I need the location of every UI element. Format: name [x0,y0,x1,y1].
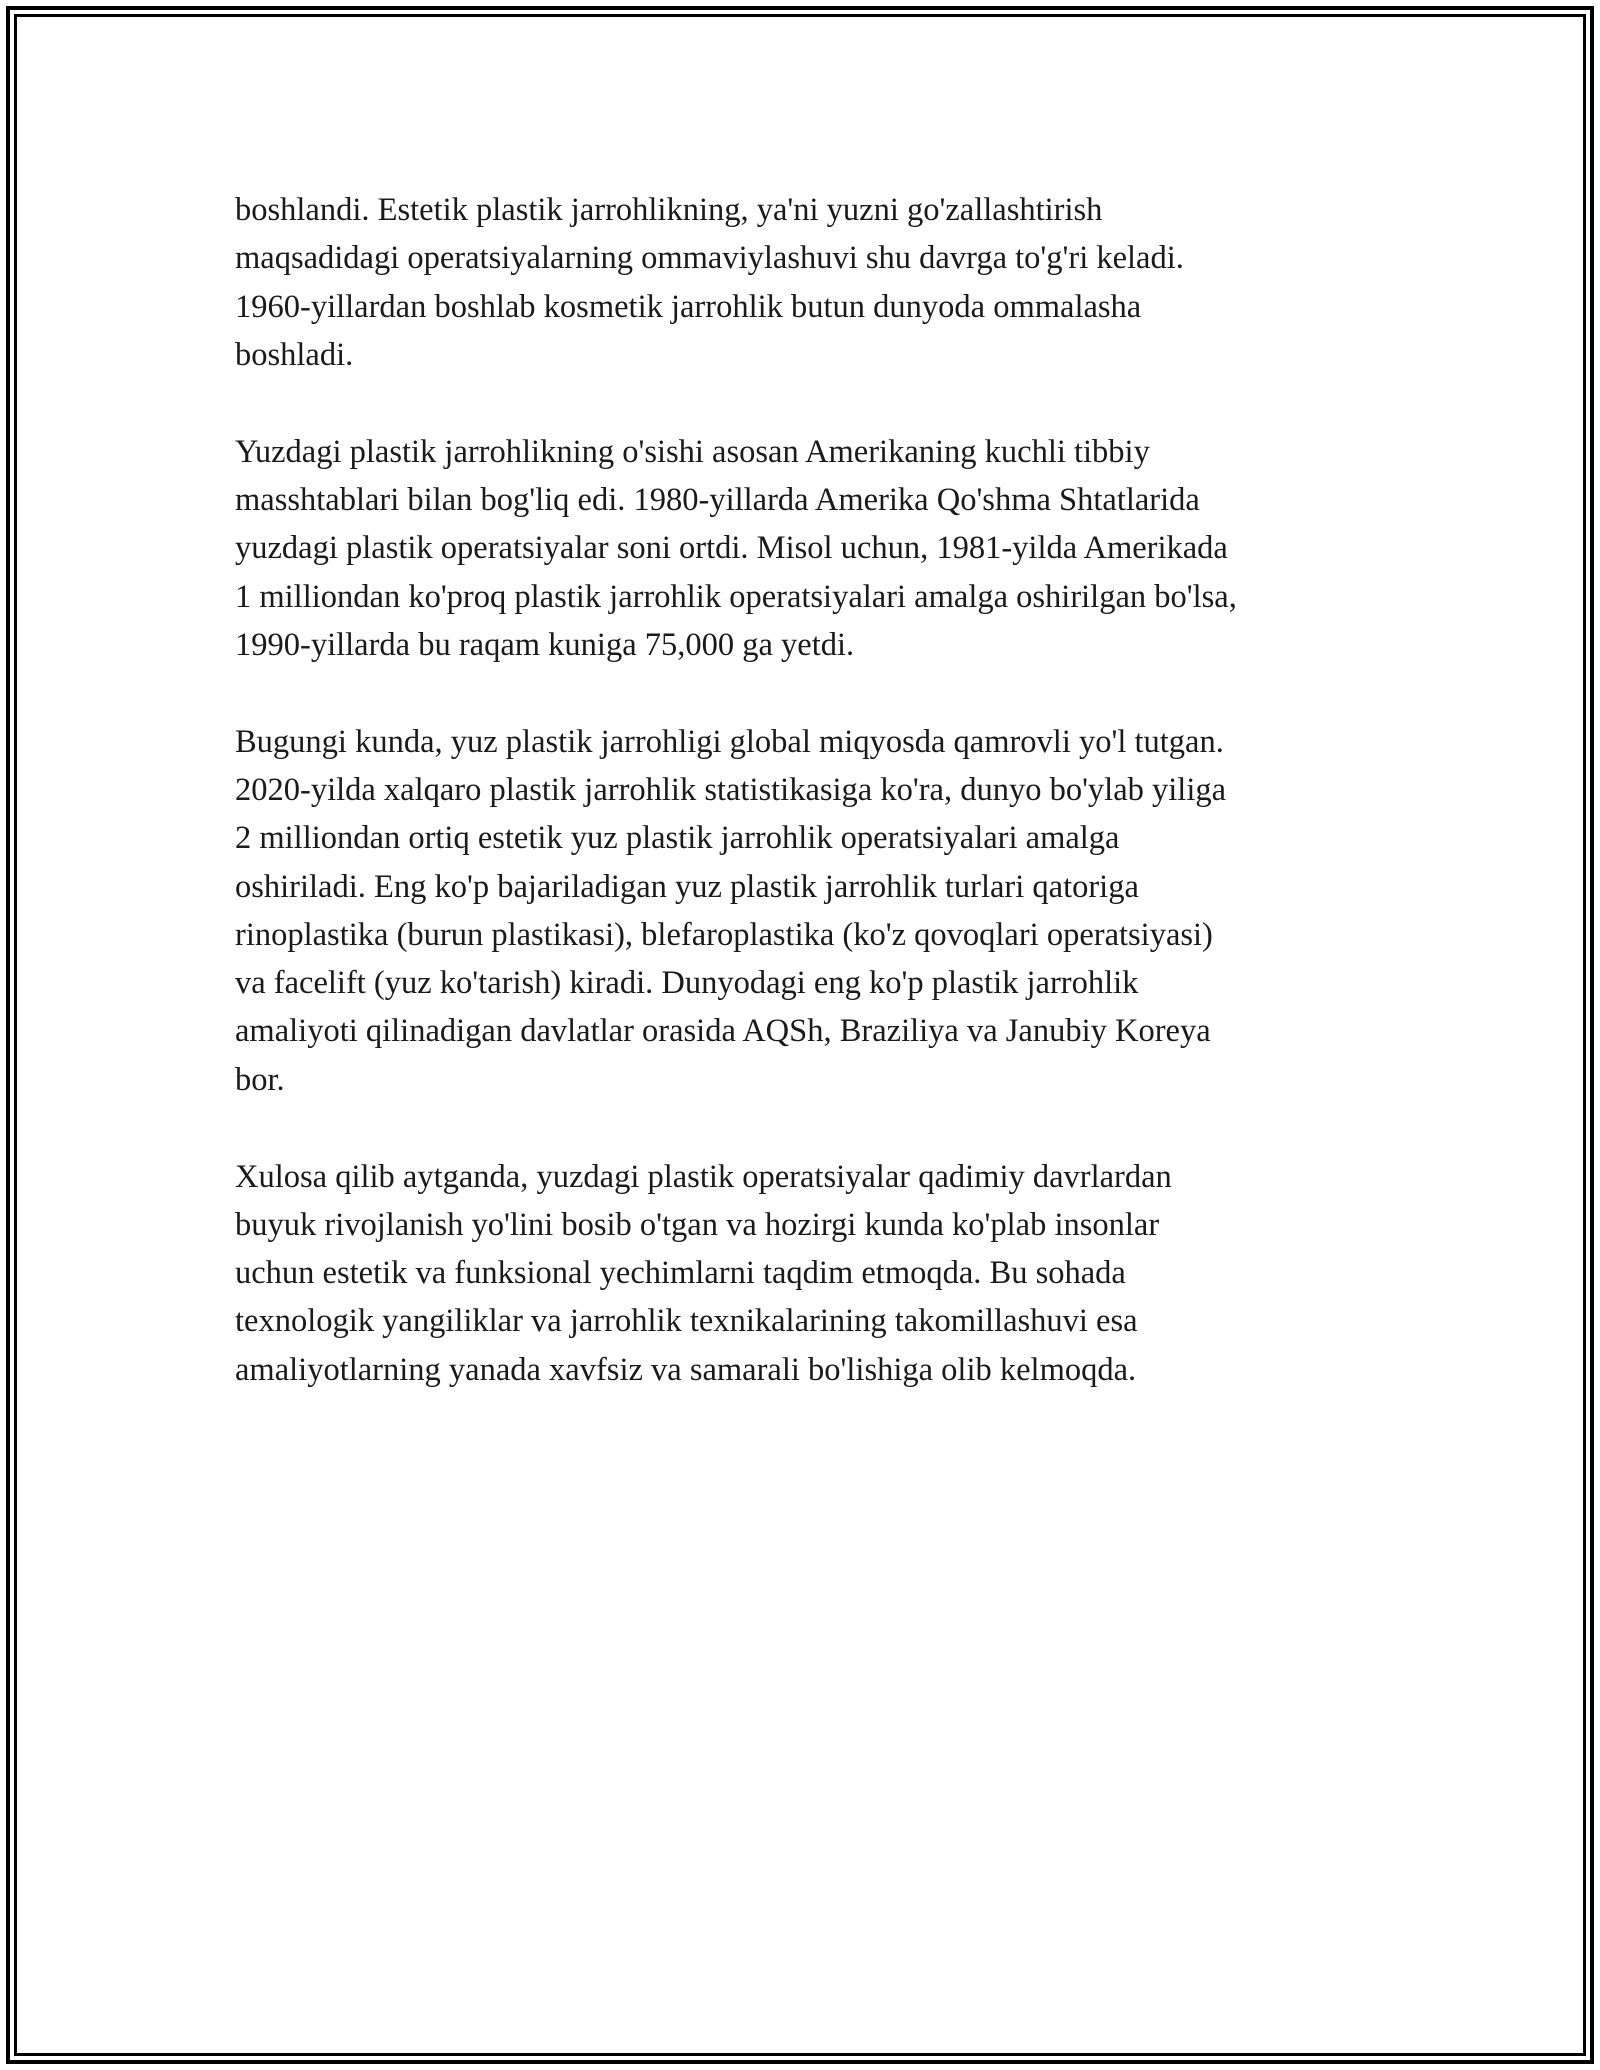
text-line: uchun estetik va funksional yechimlarni taqdim etmoqda. Bu sohada [235,1255,1126,1292]
text-line: Yuzdagi plastik jarrohlikning o'sishi asosan Amerikaning kuchli tibbiy [235,433,1150,470]
document-body [235,186,1395,1394]
text-line: oshiriladi. Eng ko'p bajariladigan yuz plastik jarrohlik turlari qatoriga [235,868,1139,905]
text-line: 1990-yillarda bu raqam kuniga 75,000 ga yetdi. [235,626,855,663]
text-line: 1 milliondan ko'proq plastik jarrohlik operatsiyalari amalga oshirilgan bo'lsa, [235,578,1237,615]
text-line: texnologik yangiliklar va jarrohlik texnikalarining takomillashuvi esa [235,1303,1138,1340]
text-line: Bugungi kunda, yuz plastik jarrohligi global miqyosda qamrovli yo'l tutgan. [235,723,1224,760]
paragraph-4 [235,1153,1395,1394]
paragraph-2 [235,428,1395,669]
text-line: amaliyoti qilinadigan davlatlar orasida AQSh, Braziliya va Janubiy Koreya [235,1013,1211,1050]
text-line: amaliyotlarning yanada xavfsiz va samarali bo'lishiga olib kelmoqda. [235,1351,1137,1388]
text-line: bor. [235,1061,285,1098]
text-line: boshlandi. Estetik plastik jarrohlikning, ya'ni yuzni go'zallashtirish [235,192,1103,228]
text-line: yuzdagi plastik operatsiyalar soni ortdi. Misol uchun, 1981-yilda Amerikada [235,530,1228,567]
text-line: rinoplastika (burun plastikasi), blefaroplastika (ko'z qovoqlari operatsiyasi) [235,916,1213,953]
text-line: buyuk rivojlanish yo'lini bosib o'tgan va hozirgi kunda ko'plab insonlar [235,1206,1160,1243]
text-line: 1960-yillardan boshlab kosmetik jarrohlik butun dunyoda ommalasha [235,288,1142,325]
text-line: 2020-yilda xalqaro plastik jarrohlik statistikasiga ko'ra, dunyo bo'ylab yiliga [235,771,1227,808]
text-line: 2 milliondan ortiq estetik yuz plastik jarrohlik operatsiyalari amalga [235,820,1120,857]
text-line: Xulosa qilib aytganda, yuzdagi plastik operatsiyalar qadimiy davrlardan [235,1158,1172,1195]
paragraph-1 [235,186,1395,379]
text-line: va facelift (yuz ko'tarish) kiradi. Dunyodagi eng ko'p plastik jarrohlik [235,965,1139,1002]
paragraph-3 [235,718,1395,1104]
text-line: boshladi. [235,336,354,373]
text-line: maqsadidagi operatsiyalarning ommaviylashuvi shu davrga to'g'ri keladi. [235,240,1184,277]
text-line: masshtablari bilan bog'liq edi. 1980-yillarda Amerika Qo'shma Shtatlarida [235,481,1200,518]
